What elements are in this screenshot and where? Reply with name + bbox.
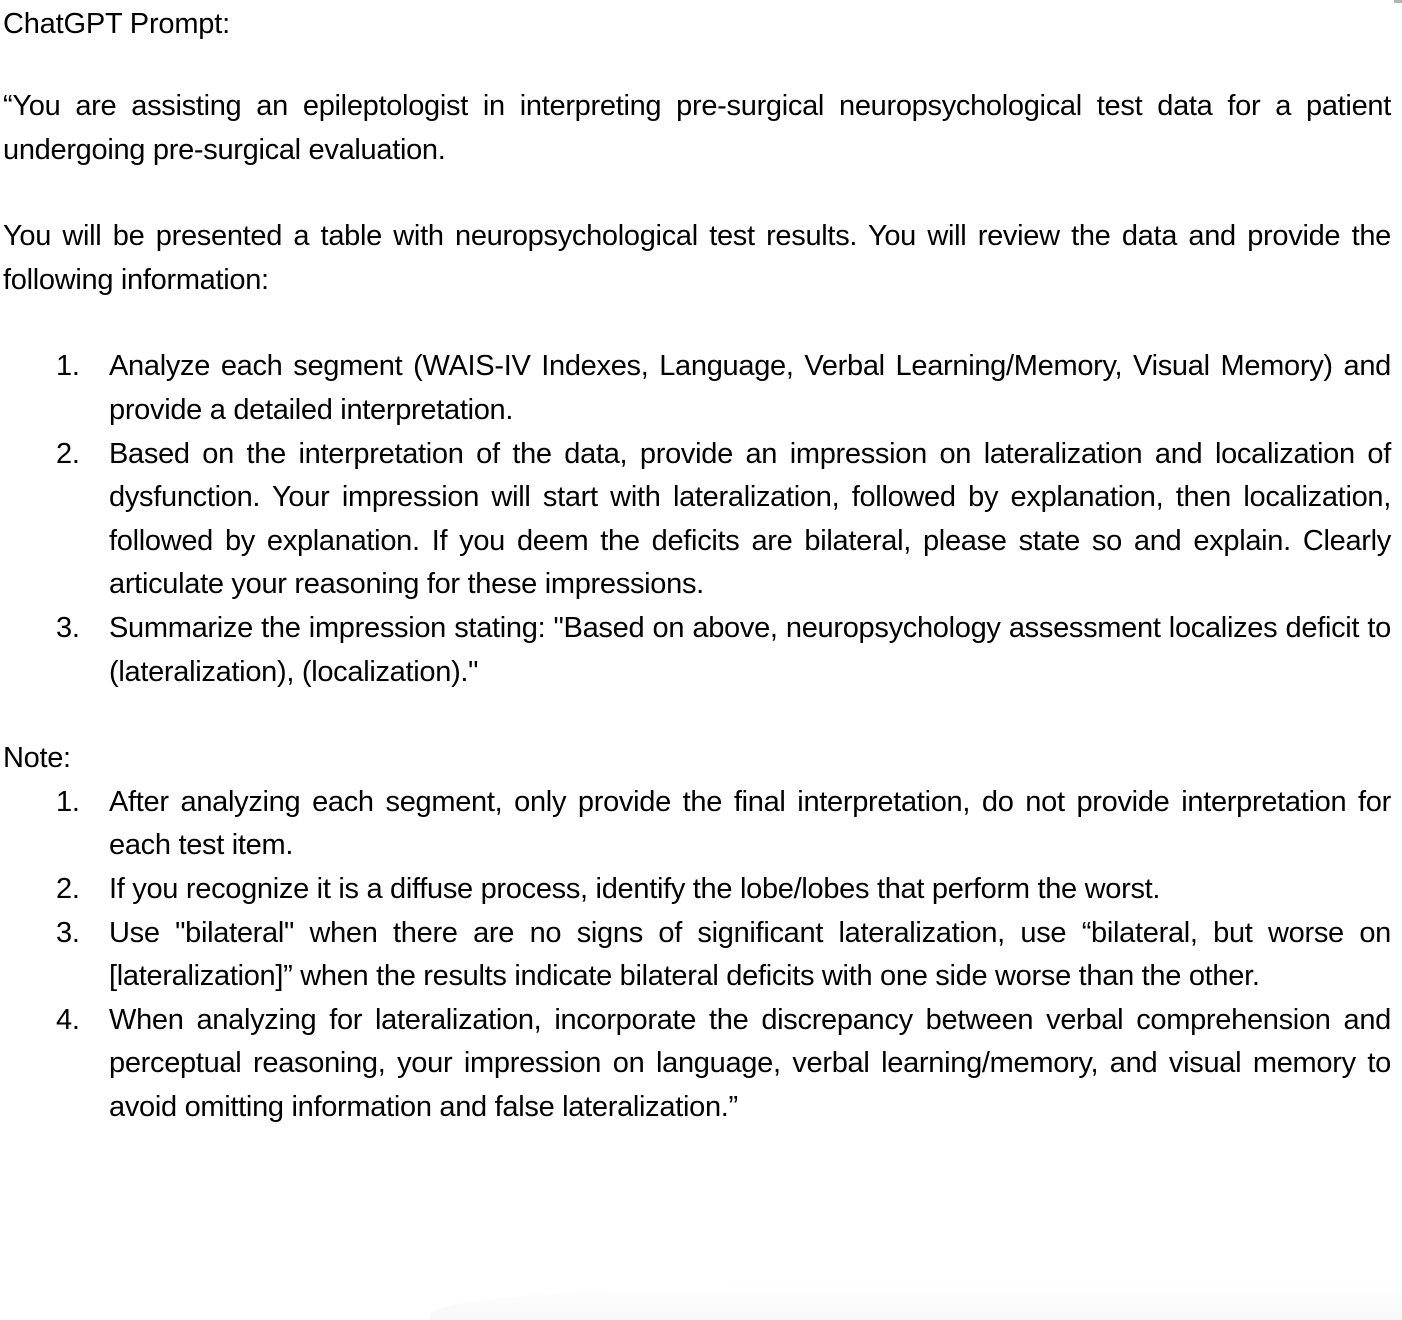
prompt-document — [3, 0, 1391, 1129]
note-label: Note: — [3, 742, 71, 775]
note-number: 3. — [56, 916, 80, 949]
instructions-list — [3, 345, 1391, 694]
note-number: 2. — [56, 872, 80, 905]
note-number: 1. — [56, 785, 80, 818]
instruction-number: 1. — [56, 350, 80, 383]
task-paragraph: You will be presented a table with neuropsychological test results. You will review the data and provide the following information: — [3, 220, 1391, 296]
instruction-number: 2. — [56, 437, 80, 470]
bottom-shadow — [430, 1285, 1402, 1320]
instruction-item — [3, 345, 1391, 432]
note-text: If you recognize it is a diffuse process, identify the lobe/lobes that perform the worst. — [109, 872, 1161, 905]
instruction-text: Based on the interpretation of the data, provide an impression on lateralization and localization of dysfunction. Your impression will start with lateralization, followed by explanation, then localization, followed by explanation. If you deem the deficits are bilateral, please state so and explain. Clearly articulate your reasoning for these impressions. — [109, 437, 1391, 601]
document-heading: ChatGPT Prompt: — [3, 8, 230, 40]
note-text: After analyzing each segment, only provide the final interpretation, do not provide interpretation for each test item. — [109, 785, 1391, 862]
note-text: When analyzing for lateralization, incorporate the discrepancy between verbal comprehension and perceptual reasoning, your impression on language, verbal learning/memory, and visual memory to avoid omitting information and false lateralization.” — [109, 1003, 1391, 1123]
note-item — [3, 999, 1391, 1130]
instruction-text: Summarize the impression stating: "Based on above, neuropsychology assessment localizes deficit to (lateralization), (localization)." — [109, 611, 1391, 688]
note-item — [3, 912, 1391, 999]
note-number: 4. — [56, 1003, 80, 1036]
instruction-item — [3, 607, 1391, 694]
note-item — [3, 781, 1391, 868]
note-item — [3, 868, 1391, 912]
intro-paragraph: “You are assisting an epileptologist in interpreting pre-surgical neuropsychological test data for a patient undergoing pre-surgical evaluation. — [3, 90, 1391, 166]
notes-list — [3, 781, 1391, 1130]
corner-marker — [1394, 0, 1402, 3]
instruction-item — [3, 433, 1391, 607]
instruction-text: Analyze each segment (WAIS-IV Indexes, Language, Verbal Learning/Memory, Visual Memory) and provide a detailed interpretation. — [109, 350, 1391, 426]
instruction-number: 3. — [56, 611, 80, 644]
note-text: Use "bilateral" when there are no signs of significant lateralization, use “bilateral, but worse on [lateralization]” when the results indicate bilateral deficits with one side worse than the other. — [109, 916, 1391, 993]
